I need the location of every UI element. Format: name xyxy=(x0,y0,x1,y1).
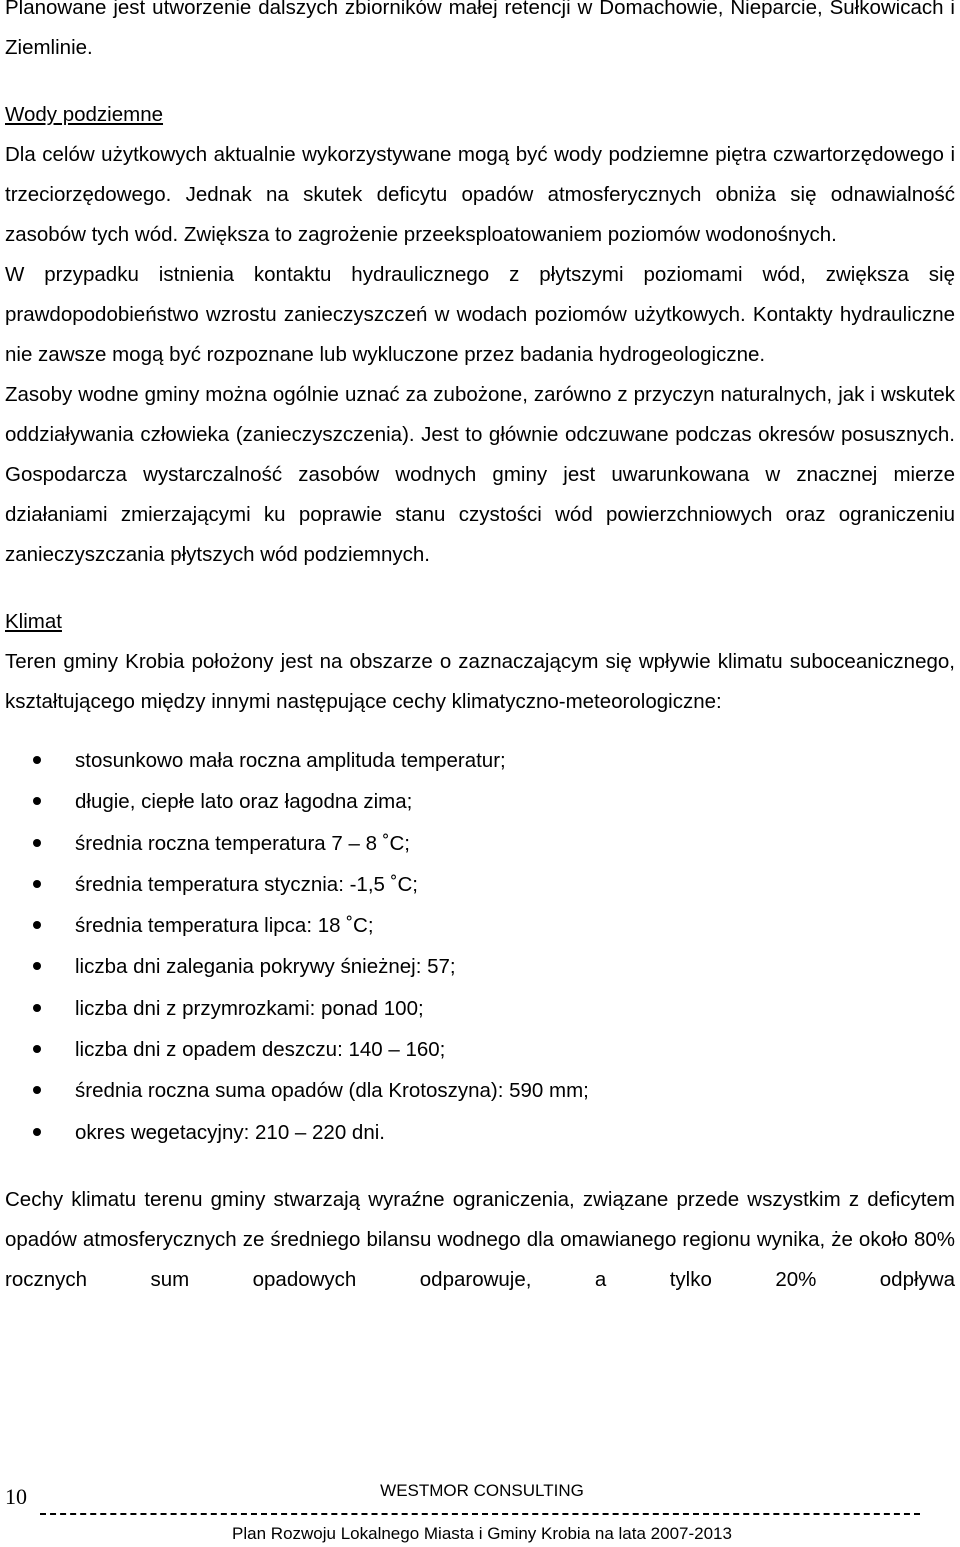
list-item: okres wegetacyjny: 210 – 220 dni. xyxy=(5,1112,955,1153)
climate-heading: Klimat xyxy=(5,610,62,633)
spacer xyxy=(5,1153,955,1180)
page-number: 10 xyxy=(5,1484,27,1509)
groundwater-heading: Wody podziemne xyxy=(5,103,164,126)
list-item: liczba dni z opadem deszczu: 140 – 160; xyxy=(5,1029,955,1070)
groundwater-paragraph-1: Dla celów użytkowych aktualnie wykorzystywane mogą być wody podziemne piętra czwartorzędowego i trzeciorzędowego. Jednak na skutek deficytu opadów atmosferycznych obniża się odnawialność zasobów tych wód. Zwiększa to zagrożenie przeeksploatowaniem poziomów wodonośnych. xyxy=(5,143,955,246)
list-item: średnia roczna temperatura 7 – 8 ˚C; xyxy=(5,823,955,864)
groundwater-paragraph-2: W przypadku istnienia kontaktu hydraulicznego z płytszymi poziomami wód, zwiększa się prawdopodobieństwo wzrostu zanieczyszczeń w wodach poziomów użytkowych. Kontakty hydrauliczne nie zawsze mogą być rozpoznane lub wykluczone przez badania hydrogeologiczne. xyxy=(5,263,955,366)
list-item: średnia temperatura lipca: 18 ˚C; xyxy=(5,905,955,946)
list-item: średnia roczna suma opadów (dla Krotoszyna): 590 mm; xyxy=(5,1070,955,1111)
footer-company: WESTMOR CONSULTING xyxy=(380,1481,584,1500)
list-item: średnia temperatura stycznia: -1,5 ˚C; xyxy=(5,864,955,905)
page-content xyxy=(5,0,955,1300)
climate-features-list xyxy=(5,740,955,1153)
list-item: stosunkowo mała roczna amplituda temperatur; xyxy=(5,740,955,781)
list-item: długie, ciepłe lato oraz łagodna zima; xyxy=(5,781,955,822)
climate-closing-paragraph: Cechy klimatu terenu gminy stwarzają wyraźne ograniczenia, związane przede wszystkim z deficytem opadów atmosferycznych ze średniego bilansu wodnego dla omawianego regionu wynika, że około 80% rocznych sum opadowych odparowuje, a tylko 20% odpływa xyxy=(5,1187,955,1291)
list-item: liczba dni zalegania pokrywy śnieżnej: 57; xyxy=(5,946,955,987)
groundwater-paragraph-3: Zasoby wodne gminy można ogólnie uznać za zubożone, zarówno z przyczyn naturalnych, jak i wskutek oddziaływania człowieka (zanieczyszczenia). Jest to głównie odczuwane podczas okresów posusznych. Gospodarcza wystarczalność zasobów wodnych gminy jest uwarunkowana w znacznej mierze działaniami zmierzającymi ku poprawie stanu czystości wód powierzchniowych oraz ograniczeniu zanieczyszczania płytszych wód podziemnych. xyxy=(5,383,955,566)
spacer xyxy=(5,575,955,602)
footer-plan-title: Plan Rozwoju Lokalnego Miasta i Gminy Krobia na lata 2007-2013 xyxy=(232,1524,732,1543)
list-item: liczba dni z przymrozkami: ponad 100; xyxy=(5,988,955,1029)
spacer xyxy=(5,68,955,95)
climate-intro-paragraph: Teren gminy Krobia położony jest na obszarze o zaznaczającym się wpływie klimatu suboceanicznego, kształtującego między innymi następujące cechy klimatyczno-meteorologiczne: xyxy=(5,650,955,713)
intro-paragraph: Planowane jest utworzenie dalszych zbiorników małej retencji w Domachowie, Nieparcie, Sułkowicach i Ziemlinie. xyxy=(5,0,955,59)
footer-divider xyxy=(40,1513,920,1515)
